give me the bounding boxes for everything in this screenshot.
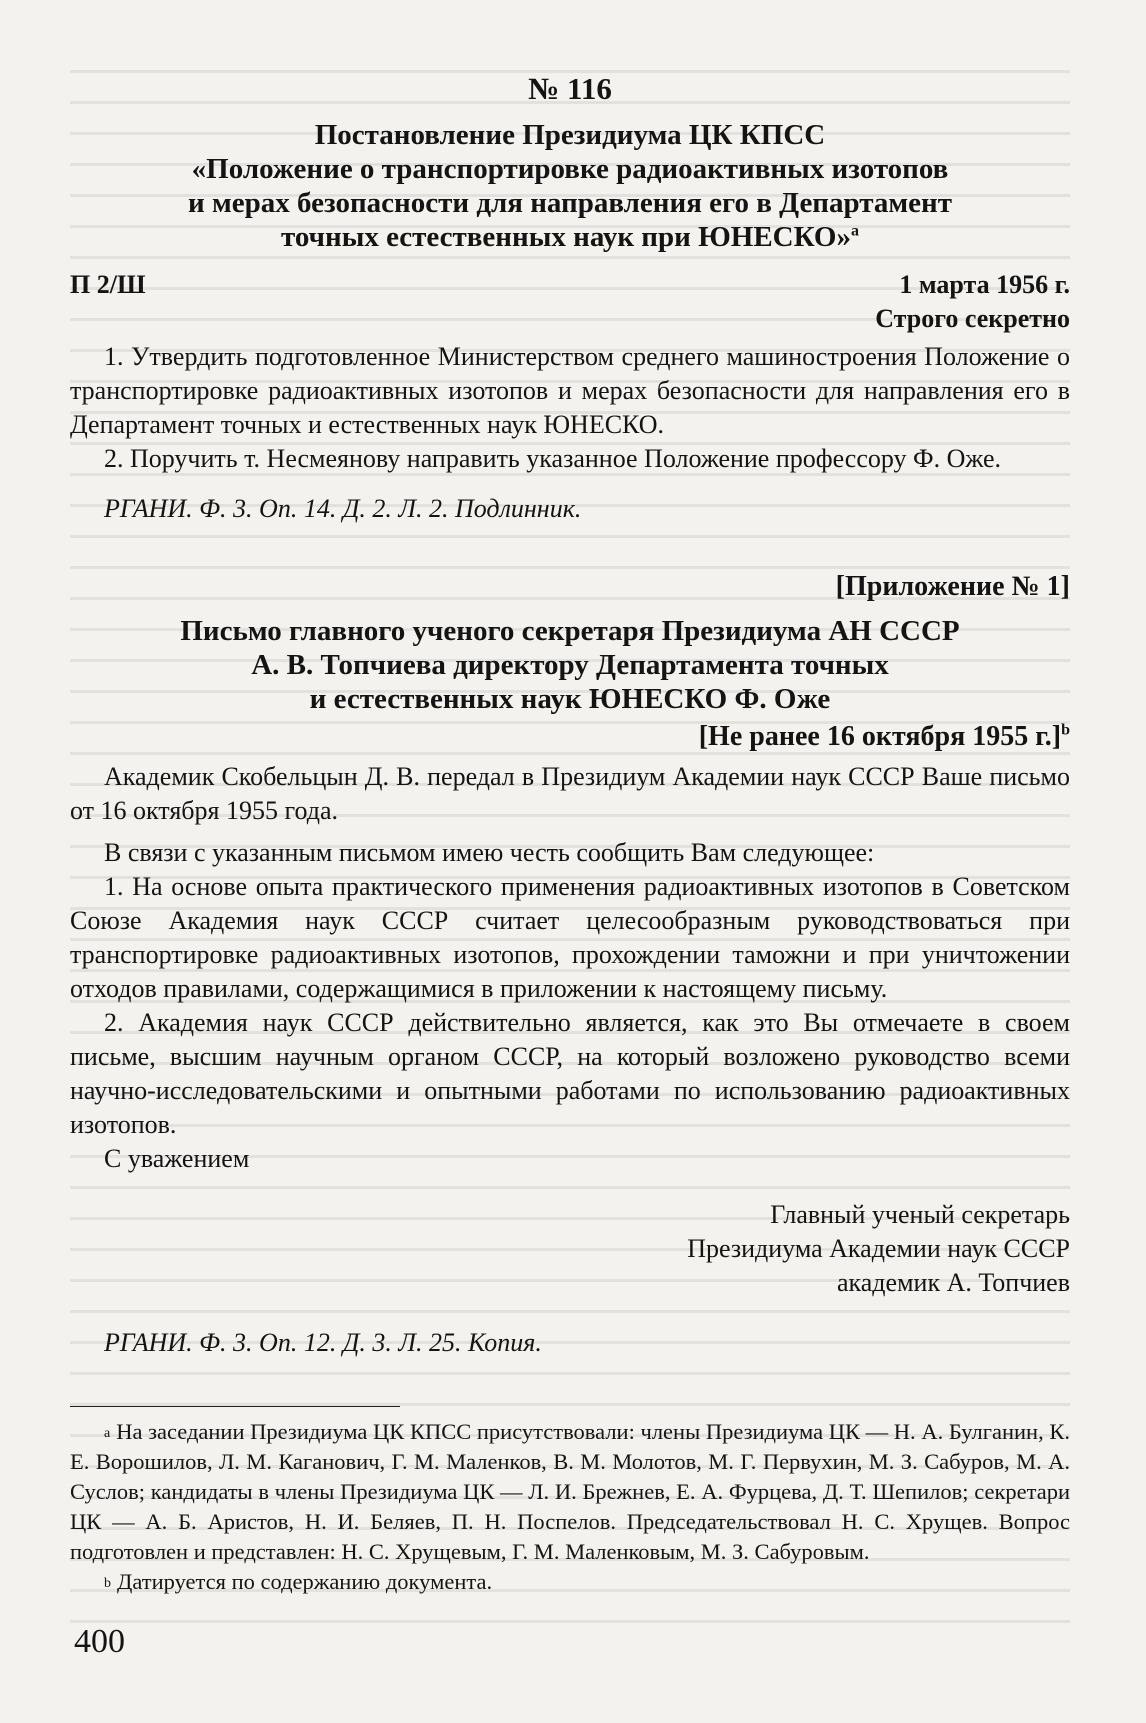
classification-stamp: Строго секретно: [875, 304, 1070, 333]
letter-title-line: и естественных наук ЮНЕСКО Ф. Оже: [309, 683, 831, 715]
document-title-line-text: точных естественных наук при ЮНЕСКО»: [281, 221, 851, 253]
letter-date: [70, 720, 1070, 754]
page-number: 400: [74, 1623, 125, 1660]
letter-title: [70, 614, 1070, 716]
footnote-text: На заседании Президиума ЦК КПСС присутствовали: члены Президиума ЦК — Н. А. Булганин, К. Е. Ворошилов, Л. М. Каганович, Г. М. Маленков, В. М. Молотов, М. Г. Первухин, М. З. Сабуров, М. А. Суслов; кандидаты в члены Президиума ЦК — Л. И. Брежнев, Е. А. Фурцева, Д. Т. Шепилов; секретари ЦК — А. Б. Аристов, Н. И. Беляев, П. Н. Поспелов. Председательствовал Н. С. Хрущев. Вопрос подготовлен и представлен: Н. С. Хрущевым, Г. М. Маленковым, М. З. Сабуровым.: [70, 1419, 1070, 1564]
resolution-paragraph: 1. Утвердить подготовленное Министерством среднего машиностроения Положение о транспортировке радиоактивных изотопов и мерах безопасности для направления его в Департамент точных и естественных наук ЮНЕСКО.: [70, 342, 1070, 439]
signature-line: Главный ученый секретарь: [770, 1200, 1070, 1229]
document-title-line: «Положение о транспортировке радиоактивных изотопов: [191, 153, 949, 185]
footnote-mark: b: [104, 1576, 111, 1591]
footnote-text: Датируется по содержанию документа.: [117, 1569, 493, 1594]
letter-paragraph: В связи с указанным письмом имею честь сообщить Вам следующее:: [104, 838, 875, 867]
document-title: [70, 118, 1070, 254]
letter-paragraph: 2. Академия наук СССР действительно является, как это Вы отмечаете в своем письме, высшим научным органом СССР, на который возложено руководство всеми научно-исследовательскими и опытными работами по использованию радиоактивных изотопов.: [70, 1008, 1070, 1139]
letter-closing: С уважением: [104, 1144, 250, 1173]
resolution-paragraph: 2. Поручить т. Несмеянову направить указанное Положение профессору Ф. Оже.: [104, 444, 1002, 473]
footnote: [70, 1567, 1070, 1597]
appendix-label: [Приложение № 1]: [835, 571, 1070, 602]
letter-date-text: [Не ранее 16 октября 1955 г.]: [698, 721, 1062, 752]
letter-paragraph: 1. На основе опыта практического применения радиоактивных изотопов в Советском Союзе Академия наук СССР считает целесообразным руководствоваться при транспортировке радиоактивных изотопов, прохождении таможни и при уничтожении отходов правилами, содержащимися в приложении к настоящему письму.: [70, 872, 1070, 1003]
document-title-line: Постановление Президиума ЦК КПСС: [314, 119, 826, 151]
letter-title-line: Письмо главного ученого секретаря Президиума АН СССР: [180, 615, 960, 647]
document-number: № 116: [528, 71, 612, 106]
footnote: [70, 1417, 1070, 1567]
document-title-line: и мерах безопасности для направления его в Департамент: [188, 187, 952, 219]
footnote-mark: a: [104, 1426, 111, 1441]
book-page: [70, 72, 1070, 1597]
document-title-line: [70, 220, 1070, 254]
signature-block: [70, 1198, 1070, 1300]
archive-source: РГАНИ. Ф. 3. Оп. 14. Д. 2. Л. 2. Подлинник.: [104, 494, 582, 523]
footnote-marker: a: [850, 222, 859, 240]
archive-source: РГАНИ. Ф. 3. Оп. 12. Д. 3. Л. 25. Копия.: [104, 1328, 542, 1357]
letter-title-line: А. В. Топчиева директору Департамента точных: [251, 649, 889, 681]
document-meta-row: [70, 268, 1070, 302]
signature-line: Президиума Академии наук СССР: [687, 1234, 1070, 1263]
protocol-reference: П 2/Ш: [70, 270, 146, 299]
footnote-divider: [70, 1406, 400, 1407]
footnote-marker: b: [1061, 721, 1070, 739]
signature-line: академик А. Топчиев: [836, 1268, 1070, 1297]
letter-paragraph: Академик Скобельцын Д. В. передал в Президиум Академии наук СССР Ваше письмо от 16 октября 1955 года.: [70, 762, 1070, 825]
document-date: 1 марта 1956 г.: [899, 270, 1070, 299]
